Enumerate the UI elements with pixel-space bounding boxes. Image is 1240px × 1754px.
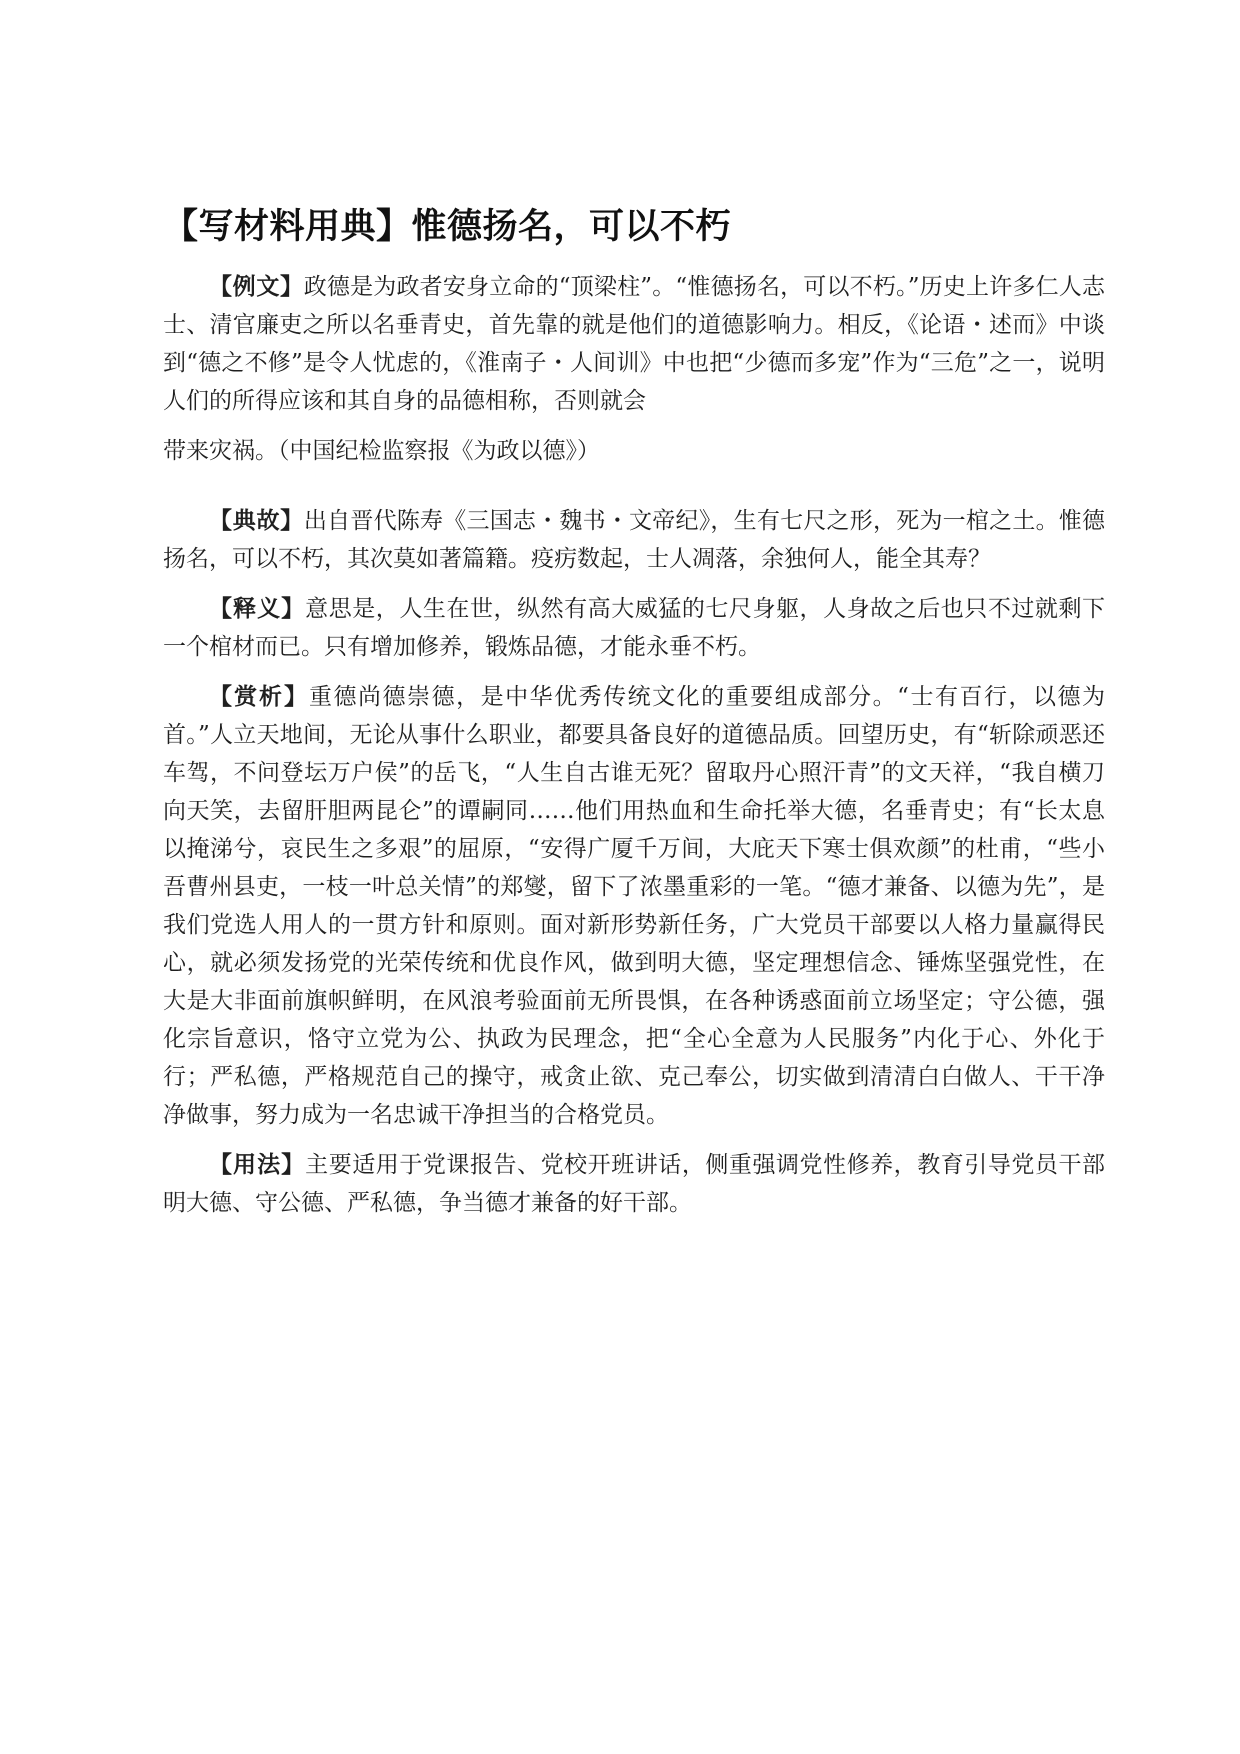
allusion-paragraph: [163, 502, 1105, 578]
appreciation-text: 重德尚德崇德，是中华优秀传统文化的重要组成部分。“士有百行，以德为首。”人立天地间，无论从事什么职业，都要具备良好的道德品质。回望历史，有“斩除顽恶还车驾，不问登坛万户侯”的岳飞，“人生自古谁无死？留取丹心照汗青”的文天祥，“我自横刀向天笑，去留肝胆两昆仑”的谭嗣同……他们用热血和生命托举大德，名垂青史；有“长太息以掩涕兮，哀民生之多艰”的屈原，“安得广厦千万间，大庇天下寒士俱欢颜”的杜甫，“些小吾曹州县吏，一枝一叶总关情”的郑燮，留下了浓墨重彩的一笔。“德才兼备、以德为先”，是我们党选人用人的一贯方针和原则。面对新形势新任务，广大党员干部要以人格力量赢得民心，就必须发扬党的光荣传统和优良作风，做到明大德，坚定理想信念、锤炼坚强党性，在大是大非面前旗帜鲜明，在风浪考验面前无所畏惧，在各种诱惑面前立场坚定；守公德，强化宗旨意识，恪守立党为公、执政为民理念，把“全心全意为人民服务”内化于心、外化于行；严私德，严格规范自己的操守，戒贪止欲、克己奉公，切实做到清清白白做人、干干净净做事，努力成为一名忠诚干净担当的合格党员。: [163, 684, 1105, 1128]
appreciation-paragraph: [163, 678, 1105, 1134]
example-label: 【例文】: [209, 274, 304, 300]
example-continuation: [163, 432, 1105, 470]
appreciation-label: 【赏析】: [209, 684, 310, 710]
allusion-text: 出自晋代陈寿《三国志・魏书・文帝纪》，生有七尺之形，死为一棺之土。惟德扬名，可以不朽，其次莫如著篇籍。疫疠数起，士人凋落，余独何人，能全其寿？: [163, 508, 1106, 572]
allusion-label: 【典故】: [209, 508, 304, 534]
example-source: （中国纪检监察报《为政以德》）: [278, 438, 600, 464]
meaning-paragraph: [163, 590, 1105, 666]
document-body: [163, 268, 1105, 1234]
meaning-text: 意思是，人生在世，纵然有高大威猛的七尺身躯，人身故之后也只不过就剩下一个棺材而已。只有增加修养，锻炼品德，才能永垂不朽。: [163, 596, 1106, 660]
example-text: 政德是为政者安身立命的“顶梁柱”。“惟德扬名，可以不朽。”历史上许多仁人志士、清官廉吏之所以名垂青史，首先靠的就是他们的道德影响力。相反，《论语・述而》中谈到“德之不修”是令人忧虑的，《淮南子・人间训》中也把“少德而多宠”作为“三危”之一，说明人们的所得应该和其自身的品德相称，否则就会: [163, 274, 1105, 414]
document-title: 【写材料用典】惟德扬名，可以不朽: [163, 207, 732, 247]
example-paragraph: [163, 268, 1105, 420]
example-continuation-text: 带来灾祸。: [163, 438, 278, 464]
usage-label: 【用法】: [209, 1152, 306, 1178]
meaning-label: 【释义】: [209, 596, 306, 622]
usage-paragraph: [163, 1146, 1105, 1222]
usage-text: 主要适用于党课报告、党校开班讲话，侧重强调党性修养，教育引导党员干部明大德、守公德、严私德，争当德才兼备的好干部。: [163, 1152, 1106, 1216]
